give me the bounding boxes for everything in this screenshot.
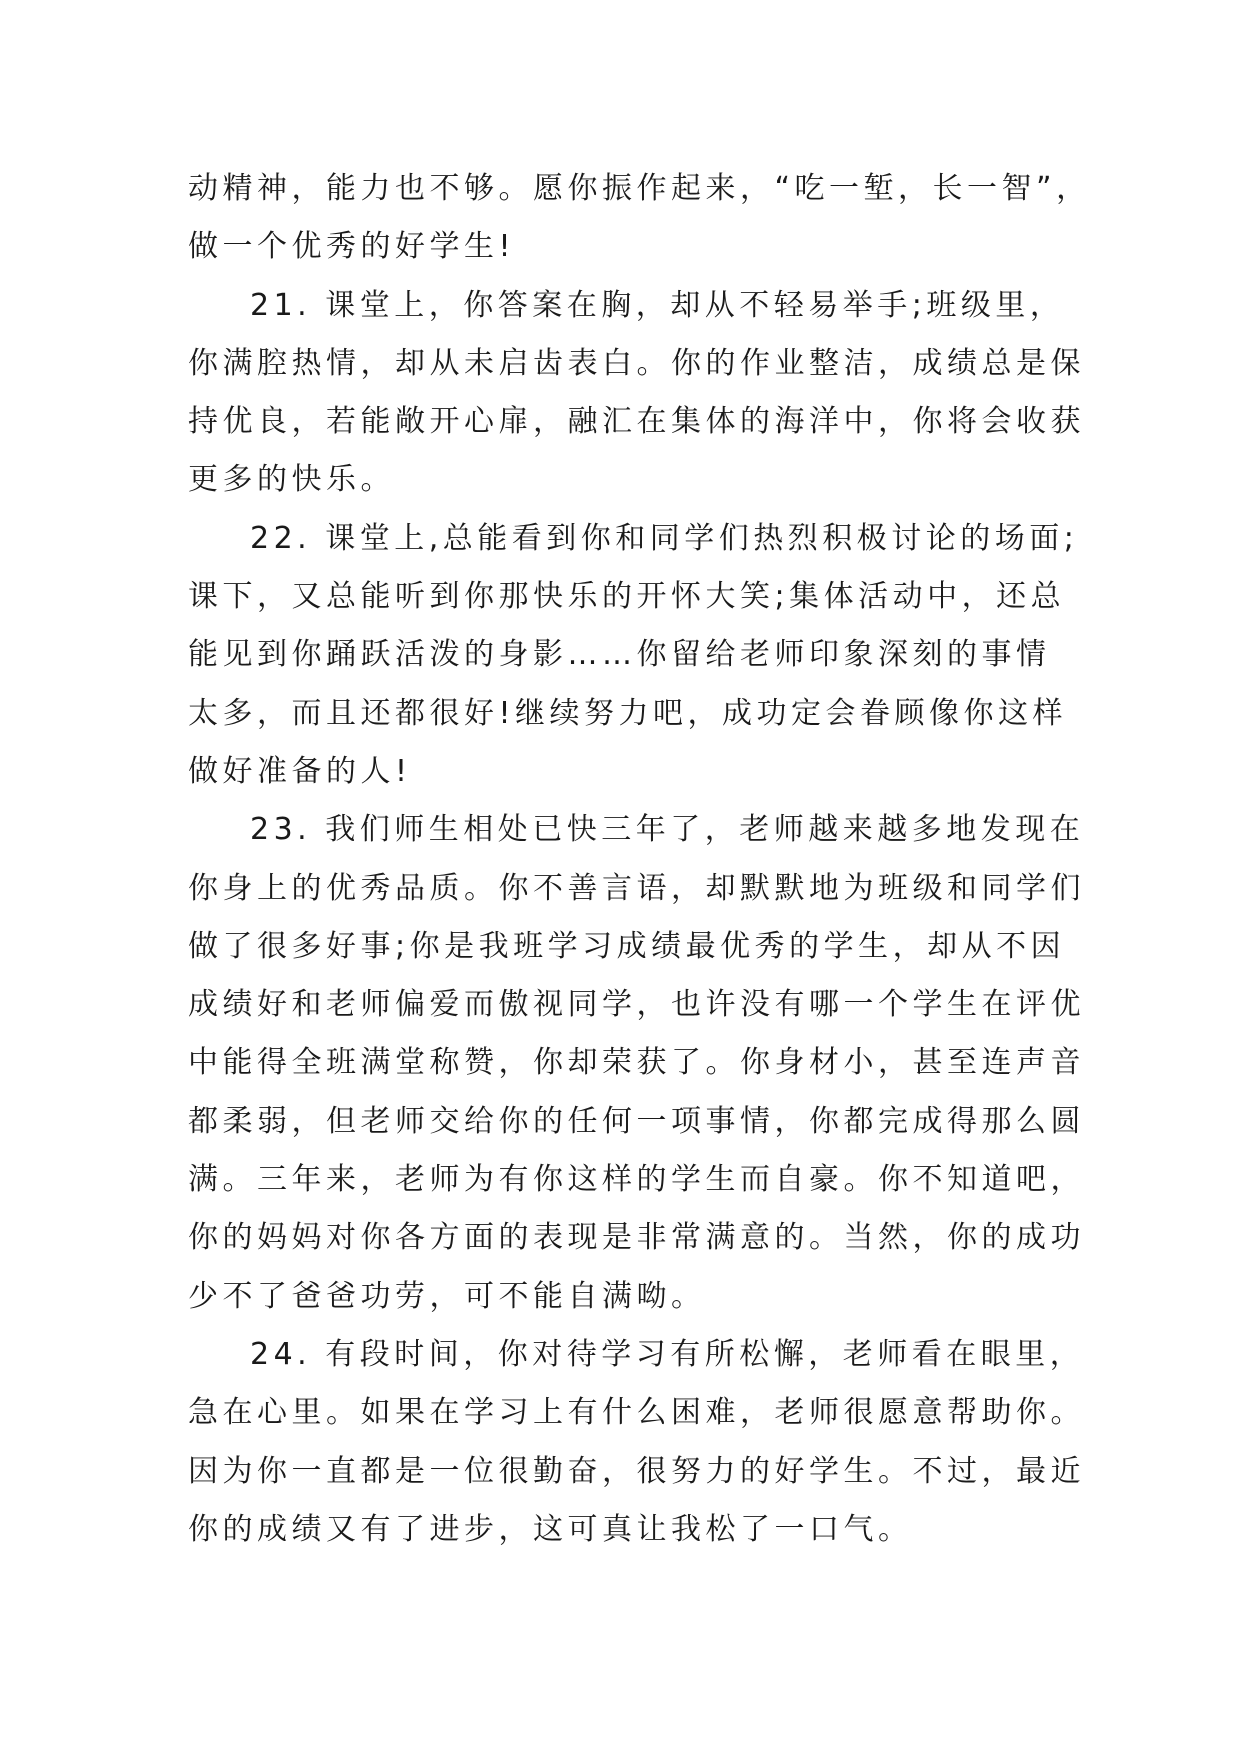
text-line: 更多的快乐。 <box>188 462 395 498</box>
text-line: 21. 课堂上，你答案在胸，却从不轻易举手;班级里， <box>250 287 1065 323</box>
text-line: 成绩好和老师偏爱而傲视同学，也许没有哪一个学生在评优 <box>188 987 1085 1023</box>
text-line: 23. 我们师生相处已快三年了，老师越来越多地发现在 <box>250 812 1085 848</box>
text-line: 你的成绩又有了进步，这可真让我松了一口气。 <box>188 1511 913 1547</box>
text-line: 能见到你踊跃活泼的身影……你留给老师印象深刻的事情 <box>188 637 1051 673</box>
paragraph-24 <box>188 1326 1085 1559</box>
text-line: 太多，而且还都很好!继续努力吧，成功定会眷顾像你这样 <box>188 695 1068 731</box>
text-line: 中能得全班满堂称赞，你却荣获了。你身材小，甚至连声音 <box>188 1045 1085 1081</box>
text-line: 急在心里。如果在学习上有什么困难，老师很愿意帮助你。 <box>188 1395 1085 1431</box>
text-line: 课下，又总能听到你那快乐的开怀大笑;集体活动中，还总 <box>188 579 1066 615</box>
document-body <box>188 160 1091 1559</box>
text-line: 满。三年来，老师为有你这样的学生而自豪。你不知道吧， <box>188 1162 1085 1198</box>
paragraph-20-continued <box>188 160 1091 277</box>
paragraph-23 <box>188 801 1085 1326</box>
text-line: 动精神，能力也不够。愿你振作起来，“吃一堑，长一智”， <box>188 171 1091 206</box>
text-line: 你的妈妈对你各方面的表现是非常满意的。当然，你的成功 <box>188 1220 1085 1256</box>
text-line: 你满腔热情，却从未启齿表白。你的作业整洁，成绩总是保 <box>188 345 1085 381</box>
text-line: 持优良，若能敞开心扉，融汇在集体的海洋中，你将会收获 <box>188 404 1085 440</box>
text-line: 22. 课堂上,总能看到你和同学们热烈积极讨论的场面; <box>250 520 1079 556</box>
text-line: 都柔弱，但老师交给你的任何一项事情，你都完成得那么圆 <box>188 1103 1085 1139</box>
text-line: 做一个优秀的好学生! <box>188 229 516 265</box>
paragraph-22 <box>188 510 1079 801</box>
text-line: 做好准备的人! <box>188 753 412 789</box>
text-line: 你身上的优秀品质。你不善言语，却默默地为班级和同学们 <box>188 870 1085 906</box>
text-line: 24. 有段时间，你对待学习有所松懈，老师看在眼里， <box>250 1336 1085 1372</box>
text-line: 做了很多好事;你是我班学习成绩最优秀的学生，却从不因 <box>188 928 1066 964</box>
text-line: 因为你一直都是一位很勤奋，很努力的好学生。不过，最近 <box>188 1453 1085 1489</box>
text-line: 少不了爸爸功劳，可不能自满呦。 <box>188 1278 706 1314</box>
paragraph-21 <box>188 277 1085 510</box>
